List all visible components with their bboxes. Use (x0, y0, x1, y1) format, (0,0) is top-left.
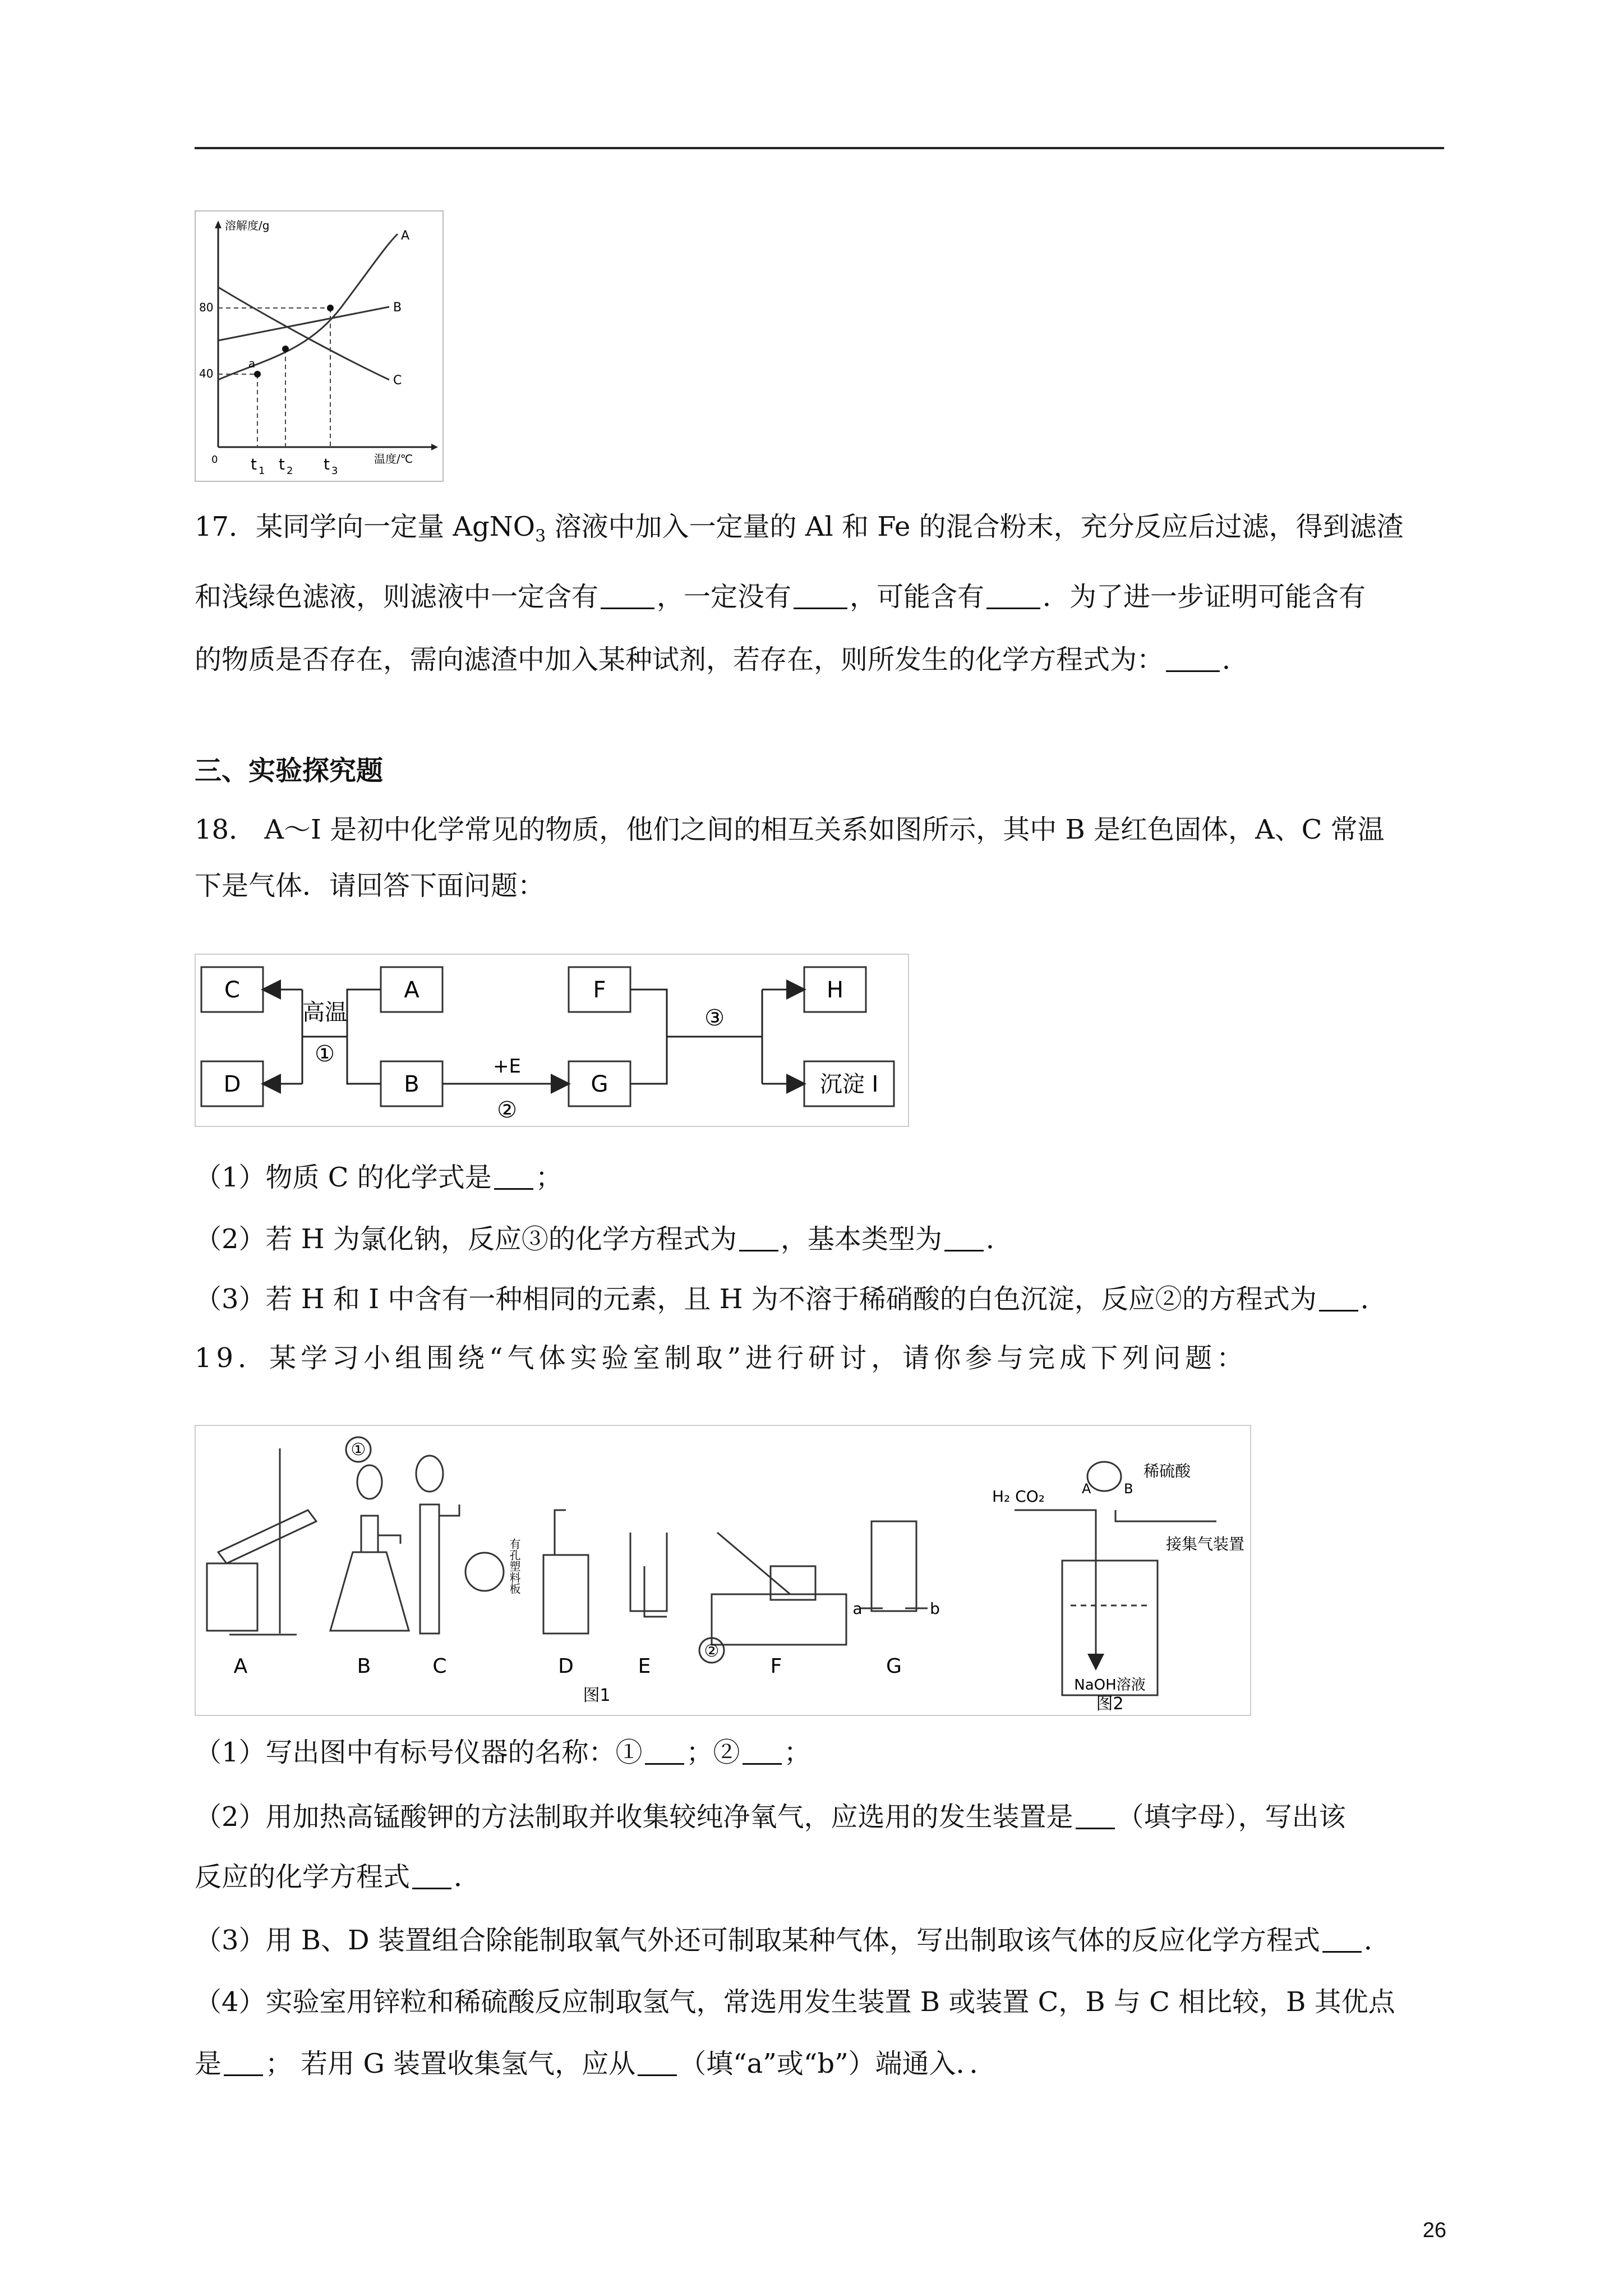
g-port-b: b (930, 1599, 940, 1618)
apparatus-figure (195, 1425, 1251, 1716)
q19-p2-text-c: 反应的化学方程式 (195, 1861, 411, 1893)
fig2-valve-b: B (1124, 1481, 1133, 1497)
y-tick-40: 40 (199, 367, 214, 380)
fig2-outlet: 接集气装置 (1166, 1535, 1245, 1553)
label-plus-e: +E (493, 1055, 521, 1078)
label-r2: ② (497, 1097, 517, 1123)
fig2-inlet: H₂ CO₂ (992, 1487, 1045, 1506)
tube-d (555, 1510, 566, 1555)
q19-p1-text-b: ；② (686, 1737, 740, 1768)
point-a-label: a (248, 357, 256, 370)
label-b: B (404, 1071, 419, 1097)
q17-line1 (195, 496, 1444, 567)
q18-p1-text: （1）物质 C 的化学式是 (195, 1162, 492, 1193)
q17-blank-4[interactable] (1166, 648, 1220, 672)
q17-text-1b: 溶液中加入一定量的 Al 和 Fe 的混合粉末，充分反应后过滤，得到滤渣 (546, 511, 1404, 542)
q19-p4-text-c: ； 若用 G 装置收集氢气，应从 (265, 2048, 636, 2079)
q17-text-1: 17．某同学向一定量 AgNO (195, 511, 536, 542)
q18-blank-1[interactable] (494, 1166, 533, 1190)
q19-part3 (195, 1910, 1444, 1971)
q17-line2 (195, 567, 1444, 627)
bracket-fg (630, 990, 667, 1084)
q17-blank-1[interactable] (601, 585, 654, 609)
label-i: 沉淀 I (819, 1071, 879, 1097)
q18-p2-end: ． (985, 1223, 1013, 1255)
q19-p2-end: ． (454, 1861, 481, 1893)
tube-b (378, 1535, 400, 1544)
q19-p4-text-b: 是 (195, 2048, 222, 2079)
q19-p4-text: （4）实验室用锌粒和稀硫酸反应制取氢气，常选用发生装置 B 或装置 C，B 与 C 相比较，B 其优点 (195, 1986, 1395, 2018)
label-c: C (224, 977, 240, 1003)
q19-p3-end: ． (1363, 1925, 1391, 1956)
fig2-solution: NaOH溶液 (1074, 1677, 1146, 1694)
q19-part2-line1 (195, 1787, 1444, 1847)
plate-c (465, 1553, 504, 1591)
q19-blank-7[interactable] (638, 2052, 677, 2076)
q18-part2 (195, 1209, 1444, 1269)
label-high-temp: 高温 (302, 1000, 347, 1025)
q19-blank-4[interactable] (412, 1865, 451, 1889)
jar-e (630, 1533, 667, 1611)
lamp-a (207, 1563, 257, 1631)
label-r3: ③ (704, 1005, 725, 1031)
x-tick-t3: t (324, 455, 330, 473)
solubility-figure (195, 210, 444, 482)
point-a (254, 371, 261, 378)
x-tick-t2: t (279, 455, 285, 473)
q18-p3-end: ． (1360, 1283, 1387, 1315)
q19-p2-text: （2）用加热高锰酸钾的方法制取并收集较纯净氧气，应选用的发生装置是 (195, 1801, 1073, 1833)
valve-c (439, 1504, 459, 1516)
q19-blank-5[interactable] (1322, 1929, 1362, 1953)
curve-label-b: B (393, 301, 402, 315)
x-tick-t1-sub: 1 (259, 465, 265, 477)
flask-b-neck (361, 1516, 378, 1552)
label-a: A (404, 977, 419, 1003)
inlet-tube (1015, 1510, 1096, 1667)
q18-p2-text-b: ，基本类型为 (780, 1223, 942, 1255)
q19-p2-text-b: （填字母），写出该 (1117, 1801, 1346, 1833)
flask-b (330, 1552, 409, 1631)
funnel-fig2 (1087, 1462, 1121, 1491)
label-h: H (826, 977, 844, 1003)
outlet-tube (1115, 1510, 1216, 1521)
solubility-chart (196, 211, 442, 481)
test-tube-a (218, 1510, 316, 1563)
tube-e (644, 1566, 667, 1617)
label-r1: ① (315, 1041, 335, 1067)
tube-f (717, 1533, 790, 1594)
q19-part1 (195, 1722, 1444, 1783)
q17-text-3a: 的物质是否存在，需向滤渣中加入某种试剂，若存在，则所发生的化学方程式为： (195, 644, 1164, 675)
fig1-caption: 图1 (583, 1686, 611, 1705)
fig2-valve-a: A (1082, 1481, 1091, 1497)
funnel-b (357, 1465, 382, 1499)
q18-p2-text: （2）若 H 为氯化钠，反应③的化学方程式为 (195, 1223, 737, 1255)
plate-label: 有孔塑料板 (508, 1538, 521, 1594)
curve-a (218, 234, 398, 380)
fig1-label-a: A (233, 1655, 248, 1678)
reaction-diagram-svg (196, 955, 908, 1126)
q17-text-3b: ． (1222, 644, 1249, 675)
curve-label-c: C (393, 374, 402, 388)
q19-p3-text: （3）用 B、D 装置组合除能制取氧气外还可制取某种气体，写出制取该气体的反应化学方程式 (195, 1925, 1320, 1956)
q17-text-2a: 和浅绿色滤液，则滤液中一定含有 (195, 581, 599, 613)
y-tick-80: 80 (199, 301, 214, 314)
point-t3 (327, 305, 334, 311)
fig1-label-g: G (886, 1655, 902, 1678)
trough-f (712, 1594, 846, 1645)
header-rule (195, 147, 1444, 149)
q18-p3-text: （3）若 H 和 I 中含有一种相同的元素，且 H 为不溶于稀硝酸的白色沉淀，反应②的方程式为 (195, 1283, 1317, 1315)
fig1-label-c: C (432, 1655, 447, 1678)
q19-blank-6[interactable] (224, 2052, 263, 2076)
bottle-g (872, 1521, 916, 1611)
label-d: D (223, 1071, 241, 1097)
x-axis-label: 温度/℃ (374, 452, 413, 466)
section-title: 三、实验探究题 (195, 755, 384, 786)
mark1: ① (351, 1440, 366, 1460)
q17-text-2b: ，一定没有 (657, 581, 792, 613)
q18-p1-end: ； (535, 1162, 562, 1193)
page-number: 26 (1422, 2219, 1446, 2242)
fig2-caption: 图2 (1096, 1694, 1124, 1714)
reaction-diagram (195, 954, 909, 1127)
x-tick-t3-sub: 3 (331, 465, 338, 477)
q19-p4-end: （填“a”或“b”）端通入．． (679, 2048, 997, 2079)
x-tick-t1: t (251, 455, 257, 473)
q17-sub: 3 (535, 526, 546, 546)
bracket-ab (347, 990, 381, 1084)
q18-intro-2: 下是气体．请回答下面问题： (195, 870, 545, 901)
q19-blank-2[interactable] (743, 1741, 782, 1765)
point-intersection (282, 346, 289, 352)
q17-text-2d: ．为了进一步证明可能含有 (1043, 581, 1366, 613)
q18-blank-3[interactable] (944, 1227, 984, 1251)
x-axis-arrow (431, 444, 438, 450)
fig1-label-e: E (638, 1655, 651, 1678)
q17-blank-2[interactable] (794, 585, 847, 609)
g-port-a: a (852, 1599, 863, 1618)
q19-part4-line2 (195, 2033, 1444, 2094)
curve-c (218, 287, 389, 380)
tube-c (420, 1504, 439, 1634)
q18-part3 (195, 1269, 1444, 1329)
q18-blank-4[interactable] (1319, 1287, 1358, 1312)
q17-blank-3[interactable] (986, 585, 1040, 609)
q19-blank-1[interactable] (645, 1741, 684, 1765)
q19-part4-line1 (195, 1972, 1444, 2032)
q18-part1 (195, 1147, 1444, 1208)
washer-bottle (1062, 1561, 1158, 1695)
q17-line3 (195, 629, 1444, 690)
q19-intro: 19．某学习小组围绕“气体实验室制取”进行研讨，请你参与完成下列问题： (195, 1342, 1248, 1374)
curve-label-a: A (401, 229, 410, 243)
fig1-label-b: B (357, 1655, 371, 1678)
q19-p1-end: ； (783, 1737, 811, 1768)
q19-blank-3[interactable] (1076, 1805, 1115, 1829)
bottle-d (543, 1555, 588, 1634)
fig2-acid: 稀硫酸 (1144, 1462, 1191, 1480)
y-axis-label: 溶解度/g (225, 219, 270, 232)
mark2: ② (704, 1641, 720, 1661)
label-f: F (593, 977, 606, 1003)
funnel-c (416, 1456, 443, 1492)
y-axis-arrow (215, 220, 222, 228)
fig1-label-f: F (770, 1655, 782, 1678)
q17-text-2c: ，可能含有 (850, 581, 985, 613)
q18-intro-1: 18． A～I 是初中化学常见的物质，他们之间的相互关系如图所示，其中 B 是红色固体，A、C 常温 (195, 814, 1385, 845)
label-g: G (591, 1071, 608, 1097)
q18-blank-2[interactable] (739, 1227, 778, 1251)
q19-p1-text: （1）写出图中有标号仪器的名称：① (195, 1737, 643, 1768)
x-tick-t2-sub: 2 (287, 465, 293, 477)
apparatus-svg (196, 1426, 1250, 1715)
origin-label: 0 (211, 454, 218, 466)
fig1-label-d: D (558, 1655, 574, 1678)
q19-part2-line2 (195, 1847, 1444, 1907)
